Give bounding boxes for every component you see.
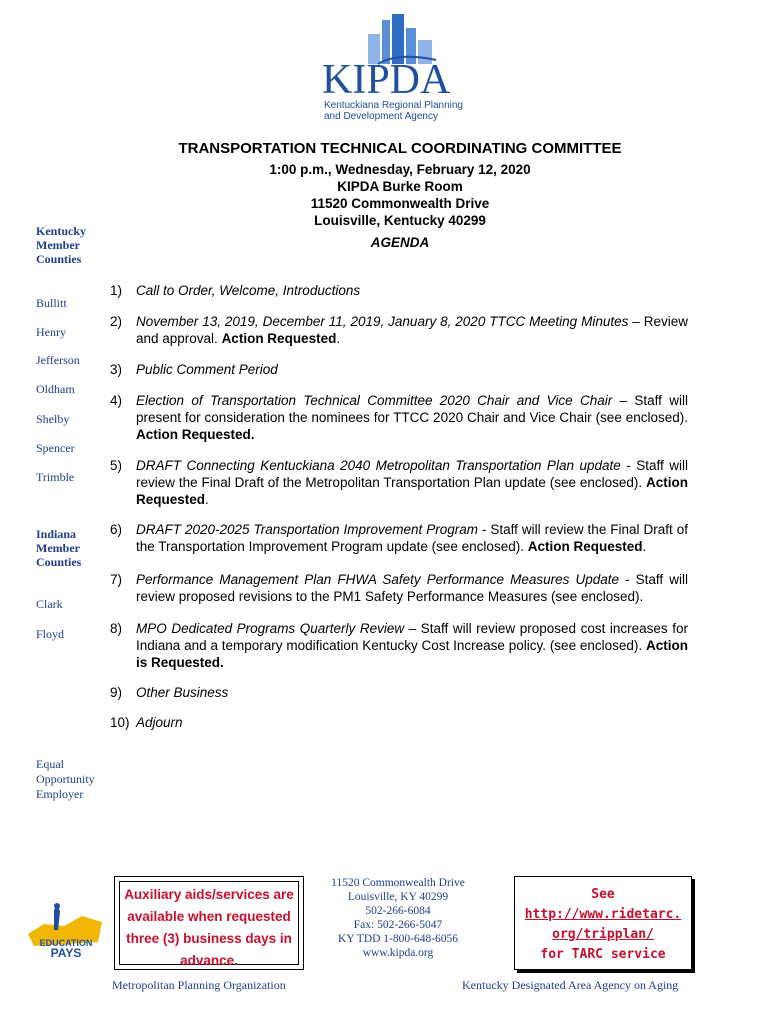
heading-line: Member bbox=[36, 541, 80, 555]
indiana-counties-heading bbox=[36, 527, 81, 569]
agenda-item bbox=[110, 620, 688, 671]
meeting-room: KIPDA Burke Room bbox=[337, 179, 463, 194]
pays-line: PAYS bbox=[50, 946, 82, 960]
logo-wordmark: KIPDA bbox=[322, 57, 451, 103]
heading-line: Counties bbox=[36, 252, 82, 266]
action-requested: Action Requested bbox=[527, 539, 643, 554]
aux-line: advance. bbox=[180, 953, 238, 968]
contact-address bbox=[318, 876, 478, 960]
item-title: Adjourn bbox=[136, 715, 183, 730]
heading-line: Kentucky bbox=[36, 224, 87, 238]
agenda-item bbox=[110, 392, 688, 443]
action-requested: Action Requested. bbox=[136, 427, 255, 442]
meeting-city: Louisville, Kentucky 40299 bbox=[314, 213, 486, 228]
tdd: KY TDD 1-800-648-6056 bbox=[337, 933, 459, 945]
tarc-link[interactable]: org/tripplan/ bbox=[552, 927, 654, 942]
item-description: - Staff will review proposed revisions to the PM1 Safety Performance Measures (see enclosed). bbox=[136, 572, 688, 604]
agenda-item bbox=[110, 571, 688, 605]
meeting-street: 11520 Commonwealth Drive bbox=[310, 196, 490, 211]
logo-subtitle bbox=[324, 100, 474, 122]
agenda-item bbox=[110, 714, 688, 731]
county-bullitt: Bullitt bbox=[36, 296, 67, 310]
kipda-logo bbox=[318, 14, 478, 120]
item-number: 2) bbox=[110, 314, 123, 329]
education-pays-text bbox=[30, 938, 102, 958]
item-number: 5) bbox=[110, 458, 123, 473]
item-title: November 13, 2019, December 11, 2019, January 8, 2020 TTCC Meeting Minutes bbox=[136, 314, 629, 329]
tarc-info-box bbox=[514, 876, 692, 970]
county-shelby: Shelby bbox=[36, 412, 70, 426]
item-number: 9) bbox=[110, 685, 123, 700]
meeting-header bbox=[120, 140, 680, 250]
eo-line: Employer bbox=[36, 787, 84, 801]
county-jefferson: Jefferson bbox=[36, 353, 80, 367]
item-title: DRAFT 2020-2025 Transportation Improvement Program bbox=[136, 522, 478, 537]
item-title: Performance Management Plan FHWA Safety Performance Measures Update bbox=[136, 572, 619, 587]
item-tail: . bbox=[642, 539, 647, 554]
agenda-item bbox=[110, 521, 688, 555]
phone: 502-266-6084 bbox=[365, 905, 431, 917]
action-requested: Action Requested bbox=[136, 475, 688, 507]
agenda-item bbox=[110, 361, 688, 378]
county-spencer: Spencer bbox=[36, 441, 75, 455]
item-number: 6) bbox=[110, 522, 123, 537]
item-tail: . bbox=[205, 492, 209, 507]
aux-line: available when requested bbox=[127, 909, 291, 924]
item-description: - Staff will review the Final Draft of the Metropolitan Transportation Plan update (see enclosed). bbox=[136, 458, 689, 490]
fax: Fax: 502-266-5047 bbox=[353, 919, 443, 931]
county-clark: Clark bbox=[36, 597, 63, 611]
county-henry: Henry bbox=[36, 325, 66, 339]
item-number: 3) bbox=[110, 362, 123, 377]
item-description: - Staff will review the Final Draft of the Transportation Improvement Program update (see enclosed). bbox=[136, 522, 688, 554]
item-title: Call to Order, Welcome, Introductions bbox=[136, 283, 361, 298]
item-number: 8) bbox=[110, 621, 123, 636]
tarc-service-text: for TARC service bbox=[540, 947, 666, 962]
education-line: EDUCATION bbox=[39, 938, 93, 948]
committee-title: TRANSPORTATION TECHNICAL COORDINATING COMMITTEE bbox=[178, 140, 622, 157]
aging-agency-label: Kentucky Designated Area Agency on Aging bbox=[462, 978, 679, 992]
agenda-item bbox=[110, 457, 688, 508]
tarc-link[interactable]: http://www.ridetarc. bbox=[524, 907, 682, 922]
heading-line: Member bbox=[36, 238, 80, 252]
agenda-label: AGENDA bbox=[370, 235, 430, 250]
address-line: 11520 Commonwealth Drive bbox=[331, 877, 465, 889]
item-title: MPO Dedicated Programs Quarterly Review bbox=[136, 621, 405, 636]
item-number: 4) bbox=[110, 393, 123, 408]
website-link[interactable]: www.kipda.org bbox=[362, 947, 434, 959]
eo-line: Equal bbox=[36, 757, 64, 771]
item-title: Election of Transportation Technical Committee 2020 Chair and Vice Chair bbox=[136, 393, 613, 408]
heading-line: Counties bbox=[36, 555, 82, 569]
meeting-time: 1:00 p.m., Wednesday, February 12, 2020 bbox=[269, 162, 531, 177]
aux-line: three (3) business days in bbox=[126, 931, 292, 946]
item-title: Public Comment Period bbox=[136, 362, 278, 377]
item-description: – Staff will present for consideration the nominees for TTCC 2020 Chair and Vice Chair (see enclosed). bbox=[136, 393, 689, 425]
item-number: 7) bbox=[110, 572, 123, 587]
county-floyd: Floyd bbox=[36, 627, 65, 641]
item-description: – Staff will review proposed cost increases for Indiana and a temporary modification Kentucky Cost Increase policy. (see enclosed). bbox=[136, 621, 688, 653]
see-label: See bbox=[591, 887, 615, 902]
logo-subtitle-line: and Development Agency bbox=[324, 111, 438, 122]
auxiliary-aids-box bbox=[114, 876, 304, 970]
item-number: 1) bbox=[110, 283, 123, 298]
action-requested: Action Requested bbox=[221, 331, 337, 346]
county-trimble: Trimble bbox=[36, 470, 75, 484]
mpo-label: Metropolitan Planning Organization bbox=[112, 978, 286, 992]
kentucky-counties-heading bbox=[36, 224, 86, 266]
address-line: Louisville, KY 40299 bbox=[347, 891, 449, 903]
item-tail: . bbox=[336, 331, 341, 346]
agenda-item bbox=[110, 684, 688, 701]
agenda-item bbox=[110, 313, 688, 347]
item-title: DRAFT Connecting Kentuckiana 2040 Metropolitan Transportation Plan update bbox=[136, 458, 621, 473]
education-pays-logo bbox=[24, 900, 106, 964]
county-oldham: Oldham bbox=[36, 382, 75, 396]
heading-line: Indiana bbox=[36, 527, 77, 541]
eo-line: Opportunity bbox=[36, 772, 95, 786]
logo-subtitle-line: Kentuckiana Regional Planning bbox=[324, 100, 463, 111]
equal-opportunity-employer bbox=[36, 757, 95, 802]
item-number: 10) bbox=[110, 715, 130, 730]
item-description: – Review and approval. bbox=[136, 314, 688, 346]
action-requested: Action is Requested. bbox=[136, 638, 688, 670]
item-title: Other Business bbox=[136, 685, 229, 700]
agenda-item bbox=[110, 282, 688, 299]
aux-line: Auxiliary aids/services are bbox=[124, 887, 294, 902]
